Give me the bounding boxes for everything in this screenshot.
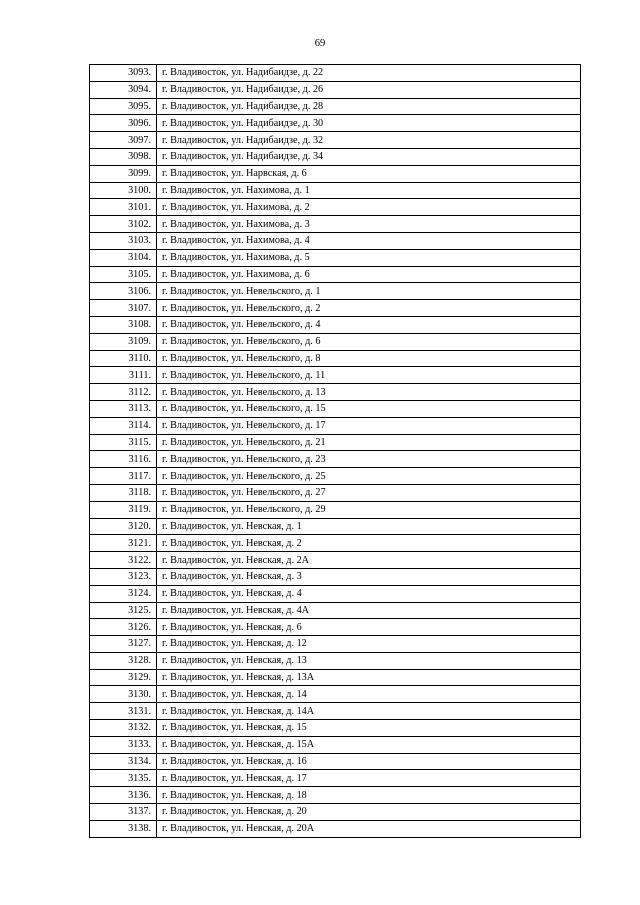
address-cell: г. Владивосток, ул. Невская, д. 15 bbox=[157, 720, 581, 737]
row-number-cell: 3133. bbox=[90, 736, 157, 753]
row-number-cell: 3117. bbox=[90, 468, 157, 485]
row-number-cell: 3138. bbox=[90, 820, 157, 837]
address-cell: г. Владивосток, ул. Невская, д. 4 bbox=[157, 585, 581, 602]
table-row bbox=[90, 400, 581, 417]
row-number-cell: 3118. bbox=[90, 484, 157, 501]
row-number-cell: 3102. bbox=[90, 216, 157, 233]
table-row bbox=[90, 636, 581, 653]
row-number-cell: 3101. bbox=[90, 199, 157, 216]
address-cell: г. Владивосток, ул. Невская, д. 14А bbox=[157, 703, 581, 720]
table-row bbox=[90, 216, 581, 233]
table-row bbox=[90, 753, 581, 770]
address-cell: г. Владивосток, ул. Невская, д. 15А bbox=[157, 736, 581, 753]
row-number-cell: 3110. bbox=[90, 350, 157, 367]
table-row bbox=[90, 484, 581, 501]
row-number-cell: 3129. bbox=[90, 669, 157, 686]
address-cell: г. Владивосток, ул. Невельского, д. 1 bbox=[157, 283, 581, 300]
page-number: 69 bbox=[314, 38, 326, 49]
row-number-cell: 3112. bbox=[90, 384, 157, 401]
address-cell: г. Владивосток, ул. Надибаидзе, д. 34 bbox=[157, 148, 581, 165]
address-cell: г. Владивосток, ул. Невская, д. 13 bbox=[157, 652, 581, 669]
address-cell: г. Владивосток, ул. Невская, д. 1 bbox=[157, 518, 581, 535]
row-number-cell: 3100. bbox=[90, 182, 157, 199]
address-cell: г. Владивосток, ул. Невская, д. 20А bbox=[157, 820, 581, 837]
address-cell: г. Владивосток, ул. Надибаидзе, д. 32 bbox=[157, 132, 581, 149]
address-cell: г. Владивосток, ул. Нахимова, д. 5 bbox=[157, 249, 581, 266]
address-cell: г. Владивосток, ул. Невская, д. 2А bbox=[157, 552, 581, 569]
row-number-cell: 3097. bbox=[90, 132, 157, 149]
table-row bbox=[90, 266, 581, 283]
table-row bbox=[90, 367, 581, 384]
table-row bbox=[90, 686, 581, 703]
table-row bbox=[90, 518, 581, 535]
address-cell: г. Владивосток, ул. Невельского, д. 21 bbox=[157, 434, 581, 451]
row-number-cell: 3113. bbox=[90, 400, 157, 417]
address-table-body bbox=[90, 65, 581, 838]
row-number-cell: 3132. bbox=[90, 720, 157, 737]
table-row bbox=[90, 165, 581, 182]
row-number-cell: 3116. bbox=[90, 451, 157, 468]
table-row bbox=[90, 804, 581, 821]
table-row bbox=[90, 787, 581, 804]
address-cell: г. Владивосток, ул. Невская, д. 16 bbox=[157, 753, 581, 770]
address-cell: г. Владивосток, ул. Невская, д. 20 bbox=[157, 804, 581, 821]
table-row bbox=[90, 98, 581, 115]
table-row bbox=[90, 652, 581, 669]
table-row bbox=[90, 115, 581, 132]
row-number-cell: 3099. bbox=[90, 165, 157, 182]
table-row bbox=[90, 468, 581, 485]
table-row bbox=[90, 669, 581, 686]
row-number-cell: 3123. bbox=[90, 568, 157, 585]
address-cell: г. Владивосток, ул. Невская, д. 3 bbox=[157, 568, 581, 585]
table-row bbox=[90, 232, 581, 249]
table-row bbox=[90, 770, 581, 787]
address-cell: г. Владивосток, ул. Невельского, д. 27 bbox=[157, 484, 581, 501]
address-cell: г. Владивосток, ул. Надибаидзе, д. 26 bbox=[157, 81, 581, 98]
table-row bbox=[90, 451, 581, 468]
row-number-cell: 3125. bbox=[90, 602, 157, 619]
table-row bbox=[90, 182, 581, 199]
row-number-cell: 3137. bbox=[90, 804, 157, 821]
row-number-cell: 3104. bbox=[90, 249, 157, 266]
address-cell: г. Владивосток, ул. Невская, д. 2 bbox=[157, 535, 581, 552]
address-cell: г. Владивосток, ул. Невская, д. 18 bbox=[157, 787, 581, 804]
row-number-cell: 3115. bbox=[90, 434, 157, 451]
address-cell: г. Владивосток, ул. Невская, д. 17 bbox=[157, 770, 581, 787]
address-cell: г. Владивосток, ул. Надибаидзе, д. 22 bbox=[157, 65, 581, 82]
address-cell: г. Владивосток, ул. Нахимова, д. 3 bbox=[157, 216, 581, 233]
address-cell: г. Владивосток, ул. Невельского, д. 2 bbox=[157, 300, 581, 317]
table-row bbox=[90, 736, 581, 753]
table-row bbox=[90, 283, 581, 300]
row-number-cell: 3096. bbox=[90, 115, 157, 132]
table-row bbox=[90, 602, 581, 619]
row-number-cell: 3136. bbox=[90, 787, 157, 804]
table-row bbox=[90, 350, 581, 367]
table-row bbox=[90, 434, 581, 451]
address-table bbox=[89, 64, 581, 838]
address-cell: г. Владивосток, ул. Нахимова, д. 4 bbox=[157, 232, 581, 249]
row-number-cell: 3124. bbox=[90, 585, 157, 602]
table-row bbox=[90, 820, 581, 837]
row-number-cell: 3105. bbox=[90, 266, 157, 283]
row-number-cell: 3093. bbox=[90, 65, 157, 82]
address-cell: г. Владивосток, ул. Надибаидзе, д. 30 bbox=[157, 115, 581, 132]
table-row bbox=[90, 249, 581, 266]
address-cell: г. Владивосток, ул. Невская, д. 4А bbox=[157, 602, 581, 619]
row-number-cell: 3134. bbox=[90, 753, 157, 770]
table-row bbox=[90, 720, 581, 737]
row-number-cell: 3120. bbox=[90, 518, 157, 535]
row-number-cell: 3107. bbox=[90, 300, 157, 317]
address-cell: г. Владивосток, ул. Невская, д. 14 bbox=[157, 686, 581, 703]
table-row bbox=[90, 703, 581, 720]
table-row bbox=[90, 333, 581, 350]
row-number-cell: 3130. bbox=[90, 686, 157, 703]
row-number-cell: 3122. bbox=[90, 552, 157, 569]
row-number-cell: 3109. bbox=[90, 333, 157, 350]
address-cell: г. Владивосток, ул. Невельского, д. 13 bbox=[157, 384, 581, 401]
address-cell: г. Владивосток, ул. Нахимова, д. 1 bbox=[157, 182, 581, 199]
row-number-cell: 3135. bbox=[90, 770, 157, 787]
address-cell: г. Владивосток, ул. Невельского, д. 25 bbox=[157, 468, 581, 485]
row-number-cell: 3131. bbox=[90, 703, 157, 720]
table-row bbox=[90, 417, 581, 434]
row-number-cell: 3095. bbox=[90, 98, 157, 115]
row-number-cell: 3127. bbox=[90, 636, 157, 653]
row-number-cell: 3094. bbox=[90, 81, 157, 98]
row-number-cell: 3108. bbox=[90, 316, 157, 333]
address-cell: г. Владивосток, ул. Невельского, д. 6 bbox=[157, 333, 581, 350]
table-row bbox=[90, 535, 581, 552]
address-cell: г. Владивосток, ул. Нахимова, д. 6 bbox=[157, 266, 581, 283]
row-number-cell: 3121. bbox=[90, 535, 157, 552]
row-number-cell: 3098. bbox=[90, 148, 157, 165]
address-cell: г. Владивосток, ул. Невельского, д. 15 bbox=[157, 400, 581, 417]
table-row bbox=[90, 585, 581, 602]
table-row bbox=[90, 81, 581, 98]
address-cell: г. Владивосток, ул. Надибаидзе, д. 28 bbox=[157, 98, 581, 115]
row-number-cell: 3103. bbox=[90, 232, 157, 249]
row-number-cell: 3119. bbox=[90, 501, 157, 518]
address-cell: г. Владивосток, ул. Невельского, д. 8 bbox=[157, 350, 581, 367]
row-number-cell: 3111. bbox=[90, 367, 157, 384]
address-cell: г. Владивосток, ул. Невельского, д. 4 bbox=[157, 316, 581, 333]
address-cell: г. Владивосток, ул. Нахимова, д. 2 bbox=[157, 199, 581, 216]
address-cell: г. Владивосток, ул. Невельского, д. 23 bbox=[157, 451, 581, 468]
row-number-cell: 3128. bbox=[90, 652, 157, 669]
address-cell: г. Владивосток, ул. Невельского, д. 11 bbox=[157, 367, 581, 384]
row-number-cell: 3126. bbox=[90, 619, 157, 636]
row-number-cell: 3106. bbox=[90, 283, 157, 300]
table-row bbox=[90, 384, 581, 401]
address-cell: г. Владивосток, ул. Невская, д. 12 bbox=[157, 636, 581, 653]
table-row bbox=[90, 552, 581, 569]
address-cell: г. Владивосток, ул. Невская, д. 13А bbox=[157, 669, 581, 686]
table-row bbox=[90, 619, 581, 636]
table-row bbox=[90, 132, 581, 149]
table-row bbox=[90, 501, 581, 518]
table-row bbox=[90, 199, 581, 216]
table-row bbox=[90, 316, 581, 333]
address-cell: г. Владивосток, ул. Невская, д. 6 bbox=[157, 619, 581, 636]
row-number-cell: 3114. bbox=[90, 417, 157, 434]
table-row bbox=[90, 300, 581, 317]
address-cell: г. Владивосток, ул. Нарвская, д. 6 bbox=[157, 165, 581, 182]
table-row bbox=[90, 568, 581, 585]
table-row bbox=[90, 65, 581, 82]
address-cell: г. Владивосток, ул. Невельского, д. 17 bbox=[157, 417, 581, 434]
table-row bbox=[90, 148, 581, 165]
address-cell: г. Владивосток, ул. Невельского, д. 29 bbox=[157, 501, 581, 518]
